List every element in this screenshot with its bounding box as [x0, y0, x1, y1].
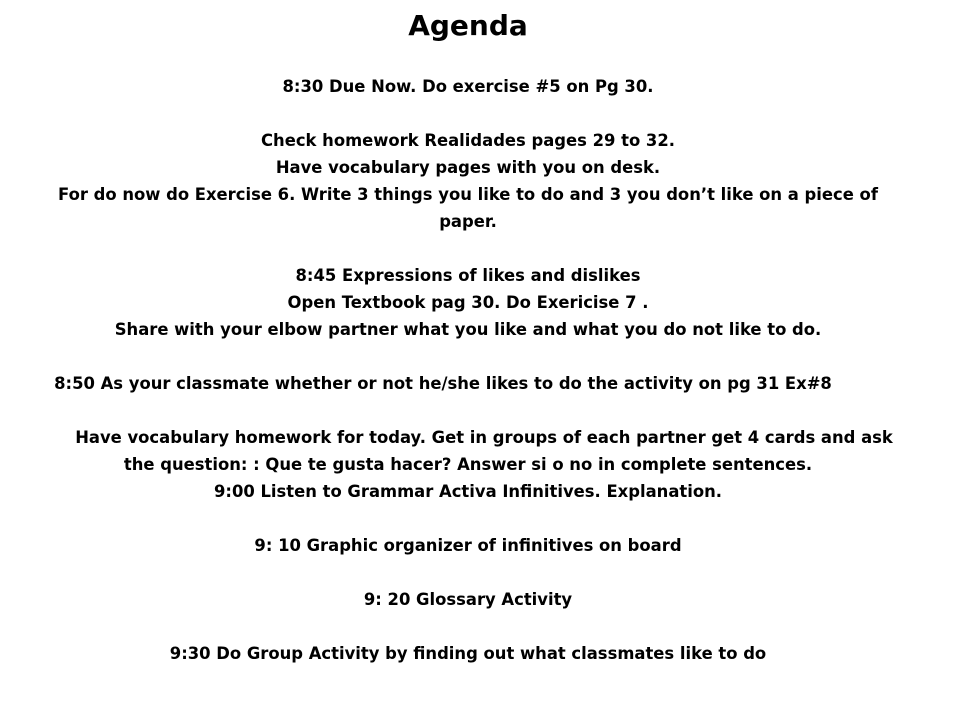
blank-line — [16, 397, 920, 424]
agenda-line-vocabulary-pages: Have vocabulary pages with you on desk. — [275, 158, 661, 177]
agenda-line-vocabulary-homework: Have vocabulary homework for today. Get in groups of each partner get 4 cards and ask — [75, 428, 893, 447]
blank-line — [16, 559, 920, 586]
agenda-line-845: 8:45 Expressions of likes and dislikes — [295, 266, 641, 285]
agenda-line-open-textbook: Open Textbook pag 30. Do Exericise 7 . — [287, 293, 649, 312]
blank-line — [16, 100, 920, 127]
agenda-line-exercise-6: For do now do Exercise 6. Write 3 things you like to do and 3 you don’t like on a piece of — [58, 185, 878, 204]
blank-line — [16, 613, 920, 640]
slide-title: Agenda — [408, 9, 528, 42]
agenda-line-paper: paper. — [439, 212, 497, 231]
agenda-line-830: 8:30 Due Now. Do exercise #5 on Pg 30. — [282, 77, 654, 96]
agenda-line-910: 9: 10 Graphic organizer of infinitives on board — [254, 536, 682, 555]
agenda-line-elbow-partner: Share with your elbow partner what you like and what you do not like to do. — [114, 320, 822, 339]
agenda-line-850: 8:50 As your classmate whether or not he/she likes to do the activity on pg 31 Ex#8 — [54, 374, 832, 393]
blank-line — [16, 235, 920, 262]
agenda-line-920: 9: 20 Glossary Activity — [363, 590, 573, 609]
blank-line — [16, 505, 920, 532]
agenda-line-900: 9:00 Listen to Grammar Activa Infinitives. Explanation. — [214, 482, 722, 501]
agenda-line-check-homework: Check homework Realidades pages 29 to 32. — [261, 131, 675, 150]
blank-line — [16, 343, 920, 370]
agenda-body — [16, 73, 920, 667]
agenda-line-930: 9:30 Do Group Activity by finding out what classmates like to do — [169, 644, 767, 663]
agenda-line-question: the question: : Que te gusta hacer? Answer si o no in complete sentences. — [123, 455, 813, 474]
